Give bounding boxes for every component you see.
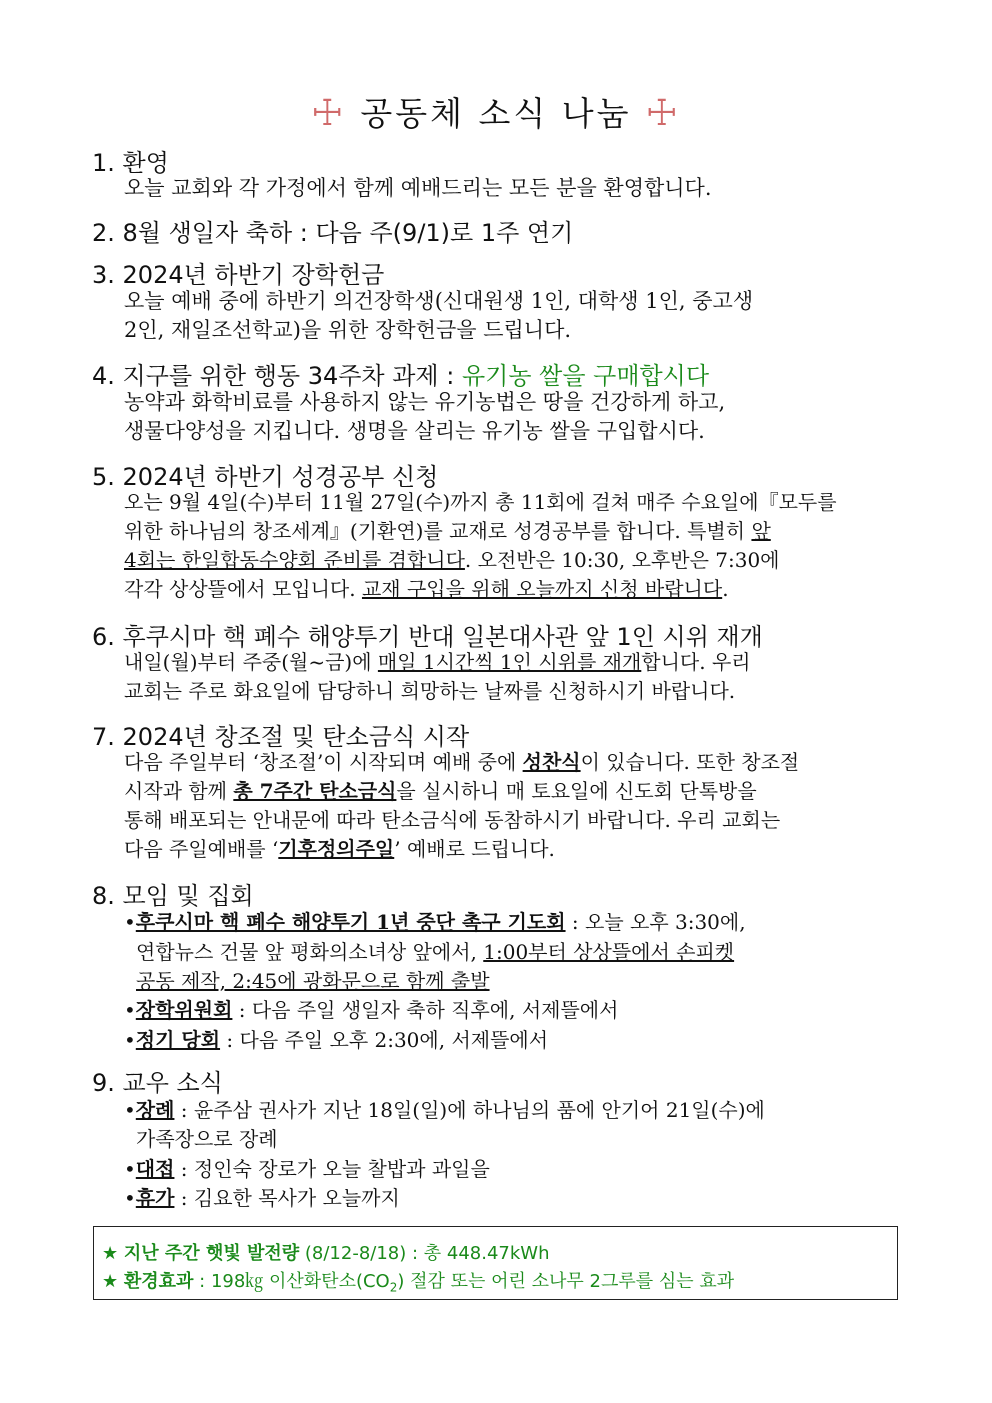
list-item-continuation: 가족장으로 장례 — [136, 1127, 278, 1151]
bullet: • — [124, 1157, 136, 1181]
heading-highlight: 유기농 쌀을 구매합시다 — [461, 362, 710, 390]
list-item — [124, 906, 746, 935]
section-text: 오는 9월 4일(수)부터 11월 27일(수)까지 총 11회에 걸쳐 매주 수요일에『모두를 — [124, 490, 837, 514]
star-icon: ★ — [102, 1243, 119, 1264]
underlined-text: 기후정의주일 — [278, 837, 395, 861]
list-item-continuation — [136, 965, 490, 994]
value: ) 절감 또는 어린 소나무 2그루를 심는 효과 — [397, 1271, 735, 1292]
section-text — [124, 835, 555, 863]
value: : 198㎏ 이산화탄소(CO — [193, 1271, 390, 1292]
section-heading: 9. 교우 소식 — [92, 1069, 223, 1097]
text: 을 실시하니 매 토요일에 신도회 단톡방을 — [396, 779, 757, 803]
cross-icon: ☩ — [645, 93, 681, 134]
section-heading: 1. 환영 — [92, 149, 169, 177]
section-heading: 3. 2024년 하반기 장학헌금 — [92, 261, 385, 289]
bullet: • — [124, 910, 136, 934]
section-text: 농약과 화학비료를 사용하지 않는 유기농법은 땅을 건강하게 하고, — [124, 390, 726, 414]
list-item-continuation — [136, 936, 734, 965]
section-text: 2인, 재일조선학교)을 위한 장학헌금을 드립니다. — [124, 318, 572, 342]
text: 다음 주일부터 ‘창조절’이 시작되며 예배 중에 — [124, 750, 523, 774]
underlined-text: 4회는 한일합동수양회 준비를 겸합니다 — [124, 548, 465, 572]
underlined-text: 공동 제작, 2:45에 광화문으로 함께 출발 — [136, 969, 490, 993]
underlined-text: 후쿠시마 핵 폐수 해양투기 1년 중단 촉구 기도회 — [135, 910, 566, 934]
underlined-text: 총 7주간 탄소금식 — [233, 779, 397, 803]
text: 내일(월)부터 주중(월~금)에 — [124, 650, 378, 674]
text: : 김요한 목사가 오늘까지 — [174, 1186, 400, 1210]
text: 위한 하나님의 창조세계』(기환연)를 교재로 성경공부를 합니다. 특별히 — [124, 519, 752, 543]
heading-text: 4. 지구를 위한 행동 34주차 과제 : — [92, 362, 462, 390]
underlined-text: 장학위원회 — [135, 998, 233, 1022]
environment-effect-line — [102, 1267, 734, 1295]
section-text: 오늘 예배 중에 하반기 의건장학생(신대원생 1인, 대학생 1인, 중고생 — [124, 289, 754, 313]
section-heading — [92, 356, 709, 391]
underlined-text: 성찬식 — [522, 750, 581, 774]
section-text — [124, 748, 799, 776]
section-text — [124, 517, 771, 545]
cross-icon: ☩ — [311, 93, 347, 134]
label: 환경효과 — [123, 1271, 194, 1292]
text: . — [722, 577, 729, 601]
section-heading: 5. 2024년 하반기 성경공부 신청 — [92, 463, 439, 491]
page-title — [0, 88, 992, 135]
text: 합니다. 우리 — [641, 650, 751, 674]
title-text: 공동체 소식 나눔 — [360, 94, 632, 133]
underlined-text: 1:00부터 상상뜰에서 손피켓 — [483, 940, 735, 964]
underlined-text: 앞 — [751, 519, 771, 543]
list-item — [124, 1153, 490, 1182]
underlined-text: 매일 1시간씩 1인 시위를 재개 — [377, 650, 642, 674]
label: 지난 주간 햇빛 발전량 — [123, 1243, 300, 1264]
list-item — [124, 1094, 765, 1123]
section-text: 통해 배포되는 안내문에 따라 탄소금식에 동참하시기 바랍니다. 우리 교회는 — [124, 808, 781, 832]
subscript: 2 — [389, 1280, 398, 1295]
list-item — [124, 1024, 548, 1053]
text: . 오전반은 10:30, 오후반은 7:30에 — [464, 548, 780, 572]
underlined-text: 장례 — [135, 1098, 175, 1122]
list-item — [124, 1182, 400, 1211]
section-text — [124, 546, 780, 574]
section-text — [124, 648, 751, 676]
underlined-text: 휴가 — [135, 1186, 175, 1210]
energy-info-box — [93, 1226, 898, 1300]
section-text — [124, 575, 729, 603]
section-heading: 8. 모임 및 집회 — [92, 882, 254, 910]
bullet: • — [124, 1186, 136, 1210]
underlined-text: 대접 — [135, 1157, 175, 1181]
text: : 오늘 오후 3:30에, — [565, 910, 746, 934]
text: 시작과 함께 — [124, 779, 234, 803]
bullet: • — [124, 1098, 136, 1122]
text: 각각 상상뜰에서 모입니다. — [124, 577, 362, 601]
section-text: 교회는 주로 화요일에 담당하니 희망하는 날짜를 신청하시기 바랍니다. — [124, 679, 736, 703]
underlined-text: 교재 구입을 위해 오늘까지 신청 바랍니다 — [361, 577, 723, 601]
list-item — [124, 994, 618, 1023]
section-text: 생물다양성을 지킵니다. 생명을 살리는 유기농 쌀을 구입합시다. — [124, 419, 705, 443]
section-heading: 6. 후쿠시마 핵 폐수 해양투기 반대 일본대사관 앞 1인 시위 재개 — [92, 623, 763, 651]
value: (8/12-8/18) : 총 448.47kWh — [299, 1243, 550, 1264]
bullet: • — [124, 1028, 136, 1052]
section-text — [124, 777, 757, 805]
text: : 다음 주일 오후 2:30에, 서제뜰에서 — [220, 1028, 549, 1052]
text: 이 있습니다. 또한 창조절 — [580, 750, 800, 774]
section-heading: 2. 8월 생일자 축하 : 다음 주(9/1)로 1주 연기 — [92, 219, 574, 247]
text: ’ 예배로 드립니다. — [394, 837, 555, 861]
text: : 정인숙 장로가 오늘 찰밥과 과일을 — [174, 1157, 490, 1181]
star-icon: ★ — [102, 1271, 119, 1292]
text: 연합뉴스 건물 앞 평화의소녀상 앞에서, — [136, 940, 484, 964]
bullet: • — [124, 998, 136, 1022]
underlined-text: 정기 당회 — [135, 1028, 221, 1052]
solar-generation-line — [102, 1239, 550, 1265]
text: : 윤주삼 권사가 지난 18일(일)에 하나님의 품에 안기어 21일(수)에 — [174, 1098, 765, 1122]
text: : 다음 주일 생일자 축하 직후에, 서제뜰에서 — [232, 998, 619, 1022]
section-heading: 7. 2024년 창조절 및 탄소금식 시작 — [92, 723, 470, 751]
text: 다음 주일예배를 ‘ — [124, 837, 279, 861]
section-text: 오늘 교회와 각 가정에서 함께 예배드리는 모든 분을 환영합니다. — [124, 176, 712, 200]
